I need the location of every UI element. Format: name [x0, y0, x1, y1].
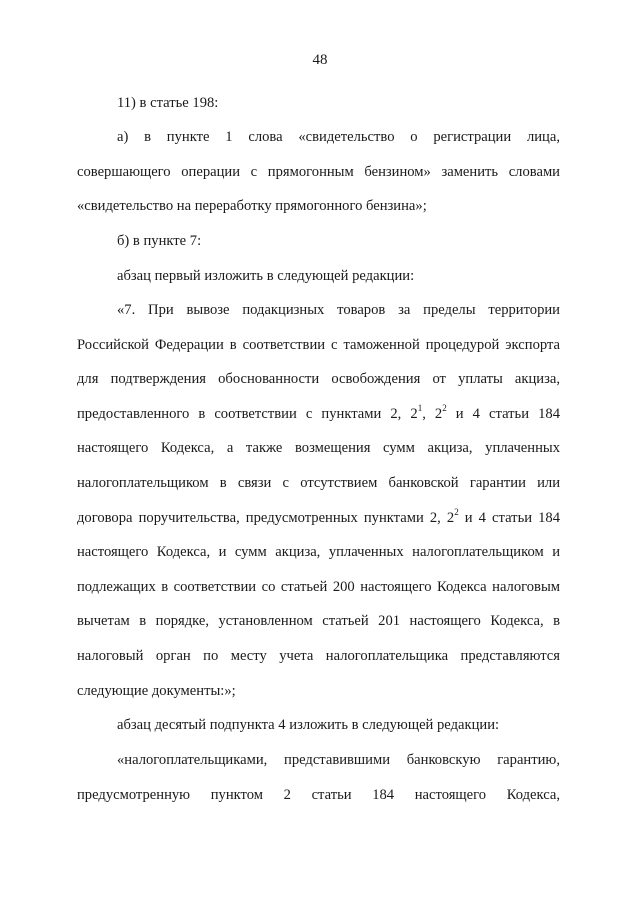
paragraph-intro — [77, 259, 560, 294]
text-line: абзац десятый подпункта 4 изложить в следующей редакции: — [117, 717, 500, 733]
text-line: абзац первый изложить в следующей редакции: — [117, 268, 415, 284]
reference-2-2: $2^2$ — [446, 506, 459, 526]
text-line: подлежащих в соответствии со статьей 200 настоящего Кодекса налоговым — [77, 578, 560, 595]
text-line-with-superscripts: предоставленного в соответствии с пунктами 2, $2^1$, $2^2$ и 4 статьи 184 — [77, 402, 560, 422]
text-line: 11) в статье 198: — [117, 95, 219, 111]
text-line: б) в пункте 7: — [117, 233, 202, 249]
page-number: 48 — [312, 52, 328, 68]
reference-2-2: $2^2$ — [434, 402, 447, 422]
text-line: совершающего операции с прямогонным бензином» заменить словами — [77, 163, 560, 180]
text-line: «налогоплательщиками, представившими банковскую гарантию, — [117, 752, 560, 768]
text-line-with-superscripts: договора поручительства, предусмотренных пунктами 2, $2^2$ и 4 статьи 184 — [77, 506, 561, 526]
text-line: предусмотренную пунктом 2 статьи 184 настоящего Кодекса, — [77, 786, 560, 803]
text-line: «7. При вывозе подакцизных товаров за пределы территории — [117, 302, 560, 318]
text-line: настоящего Кодекса, и сумм акциза, уплаченных налогоплательщиком и — [77, 544, 560, 561]
quoted-paragraph-taxpayers — [77, 743, 560, 812]
text-line: следующие документы:»; — [77, 682, 236, 699]
text-line: «свидетельство на переработку прямогонного бензина»; — [77, 198, 427, 215]
text-line: налогоплательщиком в связи с отсутствием банковской гарантии или — [77, 474, 560, 491]
subparagraph-b — [77, 224, 560, 259]
text-line: а) в пункте 1 слова «свидетельство о регистрации лица, — [117, 129, 560, 145]
reference-2-1: $2^1$, — [410, 402, 426, 422]
text-line: налоговый орган по месту учета налогоплательщика представляются — [77, 647, 560, 664]
text-line: для подтверждения обоснованности освобождения от уплаты акциза, — [77, 371, 560, 388]
subparagraph-a — [77, 120, 560, 224]
text-line: настоящего Кодекса, а также возмещения сумм акциза, уплаченных — [77, 440, 560, 457]
text-line: Российской Федерации в соответствии с таможенной процедурой экспорта — [77, 336, 560, 353]
document-body — [77, 86, 560, 121]
text-line: вычетам в порядке, установленном статьей 201 настоящего Кодекса, в — [77, 613, 560, 630]
paragraph-tenth-intro — [77, 708, 560, 743]
paragraph-item-11 — [77, 86, 560, 121]
quoted-paragraph-7 — [77, 293, 560, 708]
